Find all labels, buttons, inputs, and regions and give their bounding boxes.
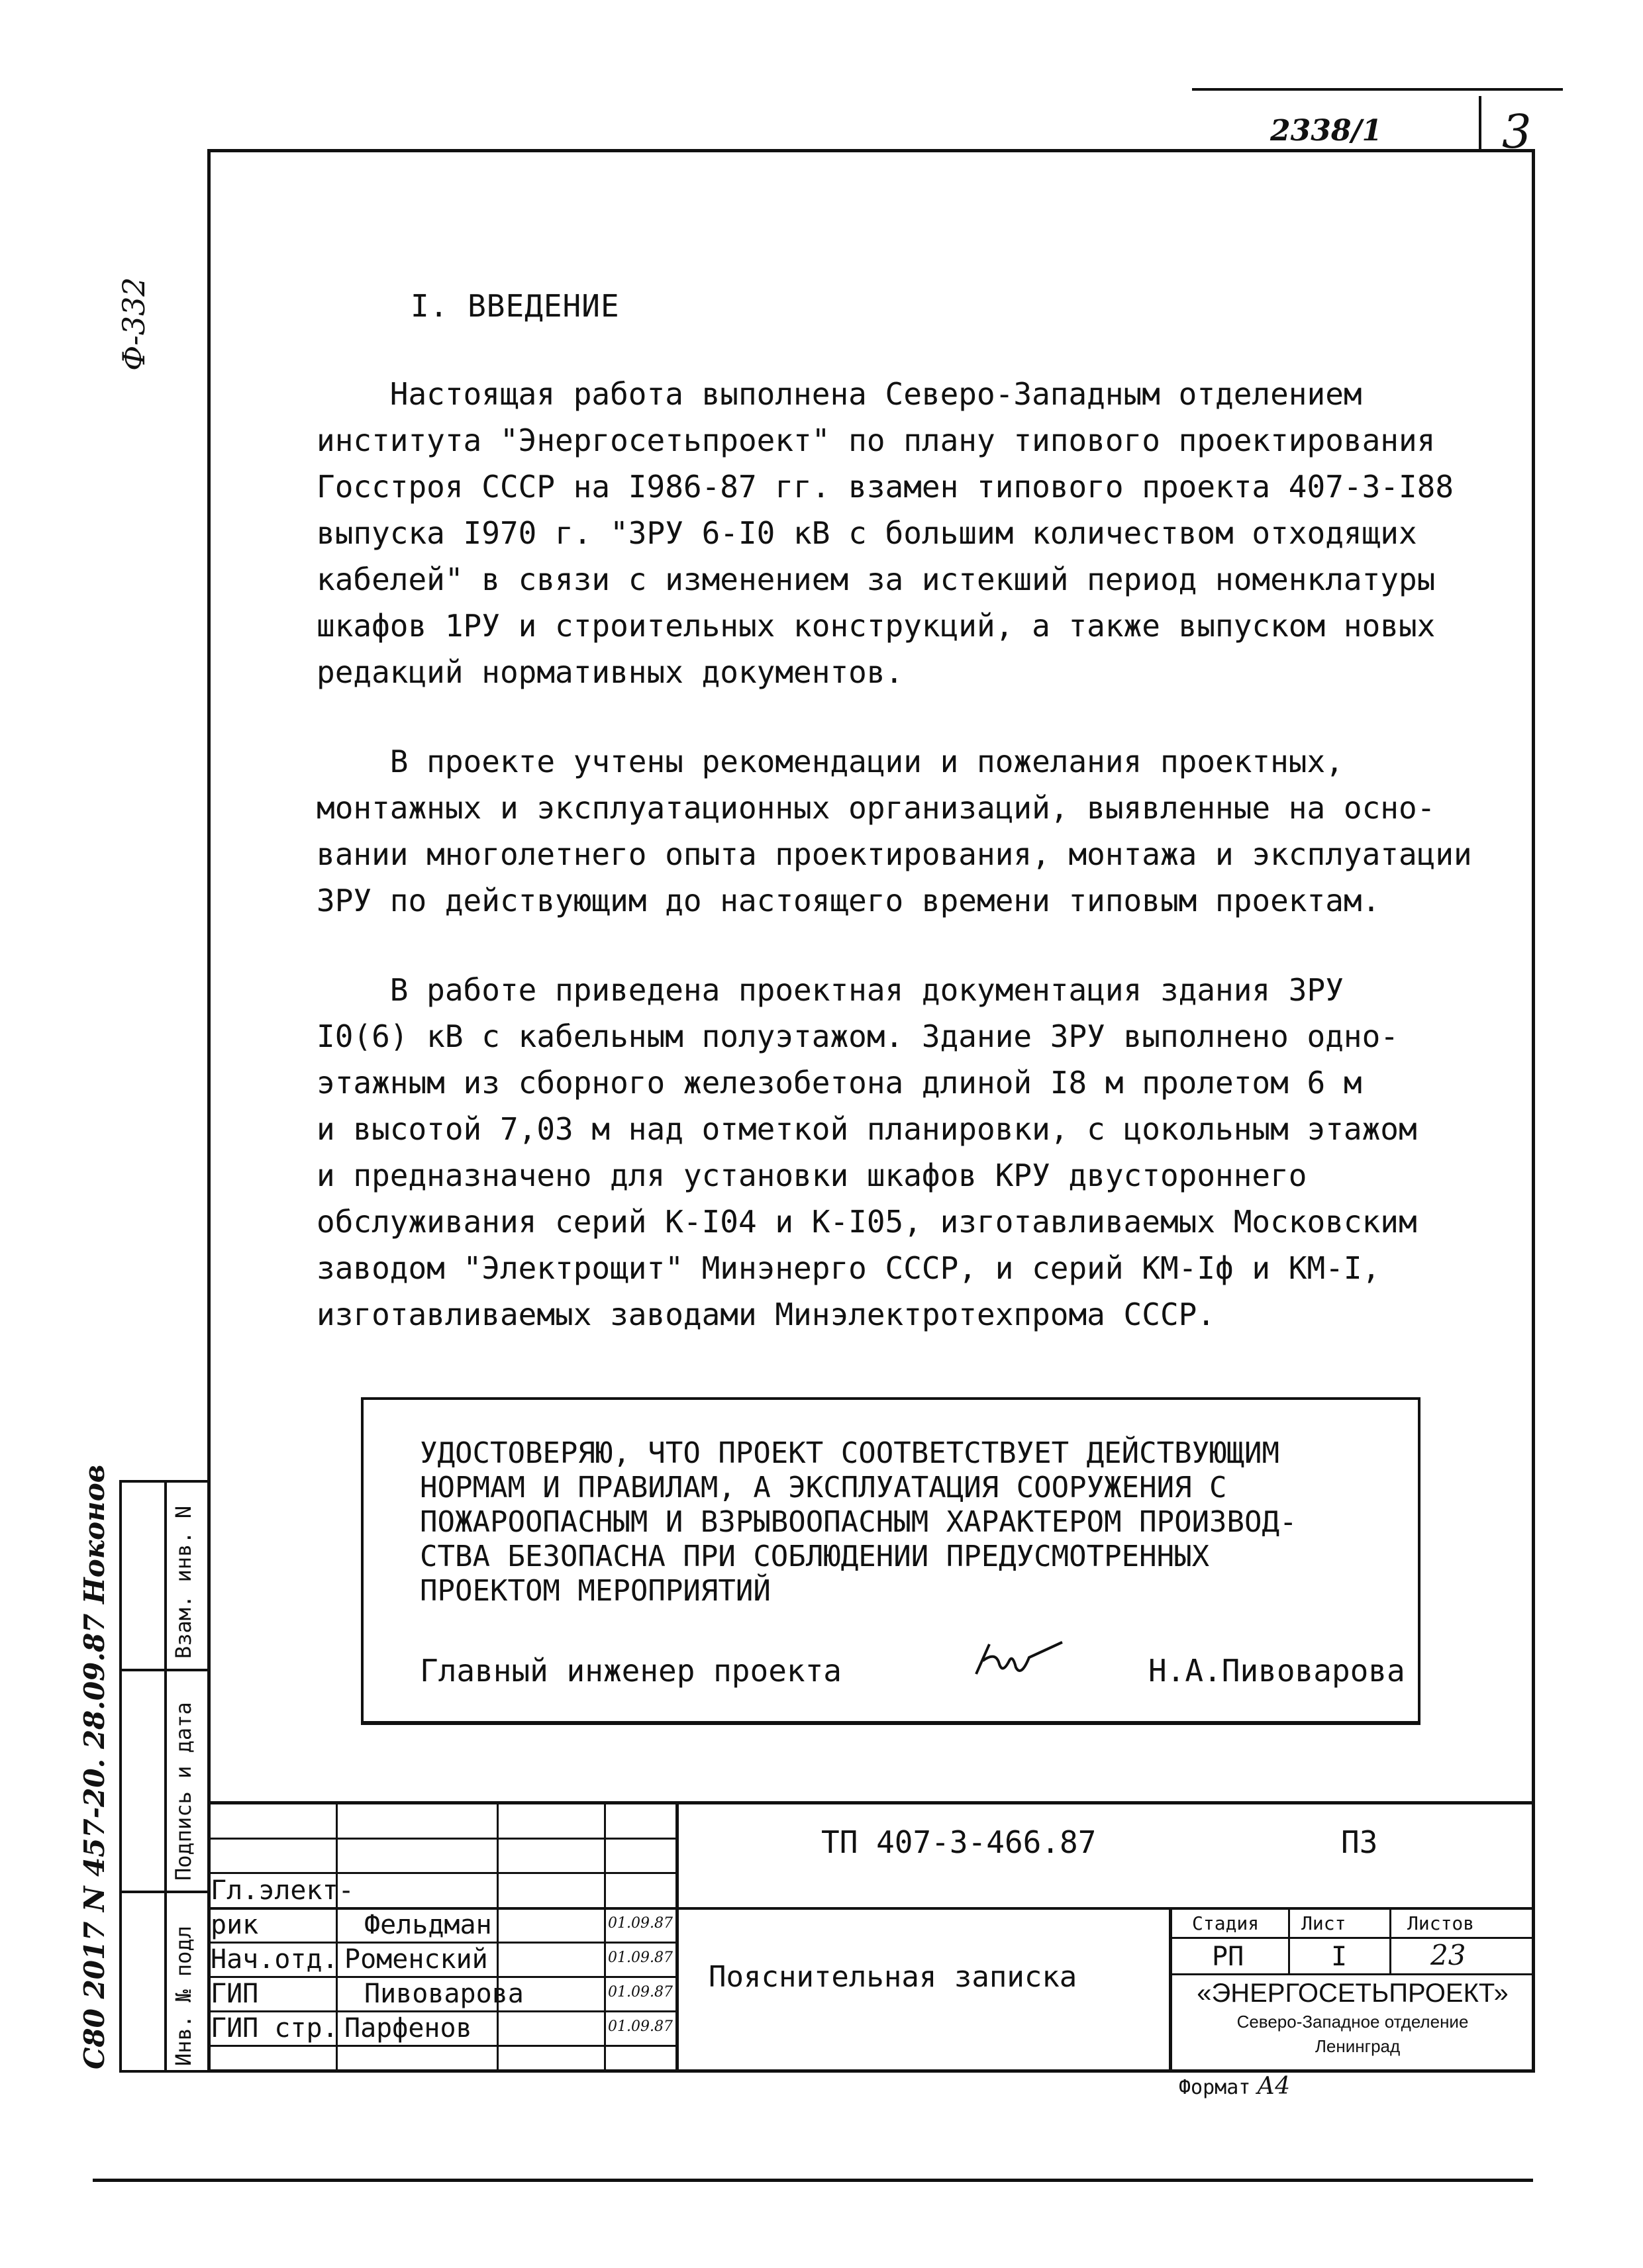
compliance-text	[420, 1436, 1297, 1608]
sign-date: 01.09.87	[608, 1915, 673, 1932]
format-value: А4	[1257, 2073, 1291, 2100]
section-code: ПЗ	[1341, 1824, 1378, 1860]
text-line: ПРОЕКТОМ МЕРОПРИЯТИЙ	[420, 1574, 771, 1608]
page-number: 3	[1502, 105, 1532, 159]
person-name: Фельдман	[364, 1910, 492, 1940]
person-name: Роменский	[344, 1944, 488, 1975]
tb-line	[1169, 1937, 1535, 1939]
stage-value: РП	[1212, 1942, 1244, 1972]
organization-name: «ЭНЕРГОСЕТЬПРОЕКТ»	[1197, 1979, 1509, 2008]
stamp-inv-original: Инв. № подл	[171, 1926, 196, 2066]
doc-number: 2338/1	[1270, 114, 1383, 148]
compliance-stamp	[361, 1397, 1420, 1725]
text-line: УДОСТОВЕРЯЮ, ЧТО ПРОЕКТ СООТВЕТСТВУЕТ ДЕЙСТВУЮЩИМ	[420, 1436, 1280, 1470]
text-line: кабелей" в связи с изменением за истекший период номенклатуры	[317, 562, 1436, 597]
tb-line	[207, 1801, 1535, 1804]
role-label: ГИП стр.	[211, 2013, 338, 2044]
text-line: шкафов 1РУ и строительных конструкций, а также выпуском новых	[317, 608, 1436, 644]
text-line: I0(6) кВ с кабельным полуэтажом. Здание ЗРУ выполнено одно-	[317, 1018, 1399, 1054]
tb-line	[1389, 1907, 1391, 1973]
chief-engineer-label: Главный инженер проекта	[420, 1653, 842, 1689]
organization-city: Ленинград	[1315, 2036, 1401, 2056]
paragraph-intro	[317, 371, 1509, 695]
margin-row-line	[119, 1669, 209, 1671]
text-line: заводом "Электрощит" Минэнерго СССР, и серий КМ-Iф и КМ-I,	[317, 1250, 1381, 1286]
margin-col-line	[119, 1480, 209, 1483]
text-line: выпуска I970 г. "ЗРУ 6-I0 кВ с большим количеством отходящих	[317, 515, 1417, 551]
sheets-label: Листов	[1407, 1912, 1475, 1934]
sign-date: 01.09.87	[608, 1949, 673, 1966]
role-label: Нач.отд.	[211, 1944, 338, 1975]
tb-line	[207, 1942, 677, 1944]
paragraph-building	[317, 967, 1509, 1338]
margin-col-line	[164, 1480, 167, 2073]
tb-line	[1288, 1907, 1290, 1973]
organization-branch: Северо-Западное отделение	[1236, 2012, 1469, 2032]
archive-code: Ф-332	[116, 277, 152, 371]
sign-date: 01.09.87	[608, 1984, 673, 2000]
text-line: монтажных и эксплуатационных организаций, выявленные на осно-	[317, 790, 1436, 826]
sign-date: 01.09.87	[608, 2018, 673, 2035]
role-label: Гл.элект-	[211, 1875, 354, 1906]
text-line: Госстроя СССР на I986-87 гг. взамен типового проекта 407-3-I88	[317, 469, 1454, 505]
sheets-value: 23	[1430, 1939, 1466, 1971]
tb-line	[207, 1976, 677, 1978]
tb-line	[604, 1801, 606, 2073]
text-line: изготавливаемых заводами Минэлектротехпрома СССР.	[317, 1297, 1216, 1332]
text-line: и предназначено для установки шкафов КРУ двустороннего	[317, 1158, 1307, 1193]
text-line: В проекте учтены рекомендации и пожелания проектных,	[317, 744, 1344, 779]
chief-engineer-name: Н.А.Пивоварова	[1148, 1653, 1405, 1689]
text-line: редакций нормативных документов.	[317, 654, 904, 690]
stamp-replace-inv: Взам. инв. N	[171, 1505, 196, 1659]
person-name: Пивоварова	[364, 1979, 524, 2009]
tb-line	[497, 1801, 499, 2073]
margin-row-line	[119, 2070, 209, 2073]
sheet-value: I	[1331, 1942, 1348, 1972]
format-label: Формат	[1179, 2076, 1251, 2099]
tb-line	[207, 1872, 677, 1874]
text-line: ЗРУ по действующим до настоящего времени типовым проектам.	[317, 883, 1381, 918]
person-name: Парфенов	[344, 2013, 472, 2044]
document-title: Пояснительная записка	[709, 1960, 1077, 1994]
role-label: ГИП	[211, 1979, 259, 2009]
text-line: вании многолетнего опыта проектирования, монтажа и эксплуатации	[317, 836, 1472, 872]
text-line: ПОЖАРООПАСНЫМ И ВЗРЫВООПАСНЫМ ХАРАКТЕРОМ ПРОИЗВОД-	[420, 1505, 1297, 1539]
margin-col-line	[119, 1480, 122, 2073]
stamp-signature-date: Подпись и дата	[171, 1702, 196, 1881]
header-rule	[1192, 88, 1563, 91]
sheet-label: Лист	[1301, 1912, 1346, 1934]
handwritten-note: С80 2017 N 457-20. 28.09.87 Ноконов	[78, 1464, 111, 2069]
paragraph-recommendations	[317, 738, 1509, 924]
section-heading: I. ВВЕДЕНИЕ	[411, 288, 620, 324]
text-line: В работе приведена проектная документация здания ЗРУ	[317, 972, 1344, 1008]
signature-mark	[970, 1634, 1069, 1687]
tb-line	[207, 1838, 677, 1840]
bottom-rule	[93, 2179, 1533, 2182]
role-label: рик	[211, 1910, 259, 1940]
stage-label: Стадия	[1192, 1912, 1260, 1934]
project-code: ТП 407-3-466.87	[821, 1824, 1097, 1860]
tb-line	[207, 2010, 677, 2012]
text-line: этажным из сборного железобетона длиной I8 м пролетом 6 м	[317, 1065, 1362, 1101]
text-line: обслуживания серий К-I04 и К-I05, изготавливаемых Московским	[317, 1204, 1417, 1240]
text-line: НОРМАМ И ПРАВИЛАМ, А ЭКСПЛУАТАЦИЯ СООРУЖЕНИЯ С	[420, 1471, 1227, 1504]
tb-line	[675, 1801, 679, 2073]
text-line: Настоящая работа выполнена Северо-Западным отделением	[317, 376, 1362, 412]
text-line: СТВА БЕЗОПАСНА ПРИ СОБЛЮДЕНИИ ПРЕДУСМОТРЕННЫХ	[420, 1540, 1210, 1573]
text-line: института "Энергосетьпроект" по плану типового проектирования	[317, 422, 1436, 458]
text-line: и высотой 7,03 м над отметкой планировки, с цокольным этажом	[317, 1111, 1417, 1147]
tb-line	[207, 2045, 677, 2047]
tb-line	[1169, 1973, 1535, 1975]
margin-row-line	[119, 1891, 209, 1893]
header-divider	[1479, 96, 1481, 152]
